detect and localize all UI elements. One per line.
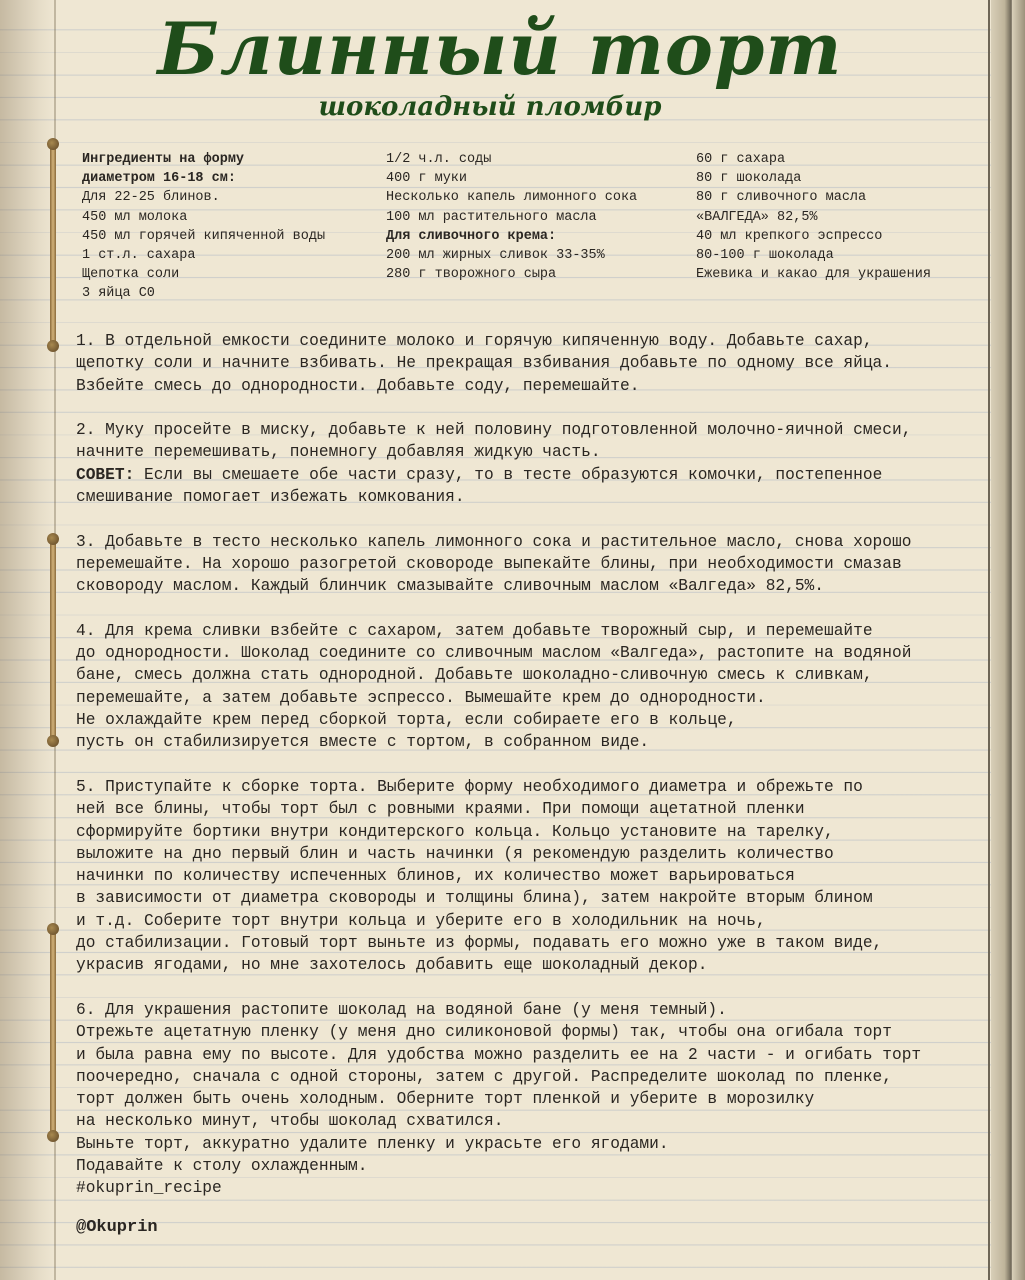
step-line: до однородности. Шоколад соедините со сливочным маслом «Валгеда», растопите на водяной — [76, 644, 912, 663]
ingredients-column-3 — [696, 150, 931, 284]
ingredient-line: 450 мл молока — [82, 209, 188, 225]
ingredient-line: Ингредиенты на форму — [82, 152, 245, 167]
step-line: 1. В отдельной емкости соедините молоко и горячую кипяченную воду. Добавьте сахар, — [76, 332, 873, 350]
binding-knot — [47, 533, 59, 545]
step-line: до стабилизации. Готовый торт выньте из формы, подавать его можно уже в таком виде, — [76, 934, 883, 953]
step-line: 6. Для украшения растопите шоколад на водяной бане (у меня темный). — [76, 1000, 727, 1019]
ingredient-line: 200 мл жирных сливок 33-35% — [386, 248, 605, 264]
tip-line: смешивание помогает избежать комкования. — [76, 488, 465, 507]
step-line: перемешайте, а затем добавьте эспрессо. Вымешайте крем до однородности. — [76, 688, 766, 707]
step-1 — [76, 330, 981, 397]
instructions — [76, 330, 981, 1222]
step-line: бане, смесь должна стать однородной. Добавьте шоколадно-сливочную смесь к сливкам, — [76, 666, 873, 685]
step-5 — [76, 776, 981, 977]
step-line: поочередно, сначала с одной стороны, затем с другой. Распределите шоколад по пленке, — [76, 1067, 892, 1086]
binding-string-middle — [50, 535, 56, 745]
ingredient-line: 80 г сливочного масла — [696, 190, 867, 206]
recipe-subtitle: шоколадный пломбир — [318, 92, 662, 122]
step-line: на несколько минут, чтобы шоколад схватился. — [76, 1112, 504, 1131]
page-binding-shadow — [0, 0, 56, 1280]
ingredient-line: 60 г сахара — [696, 152, 786, 167]
ingredient-line: 450 мл горячей кипяченной воды — [82, 228, 326, 244]
binding-string-bottom — [50, 925, 56, 1140]
ingredient-line: Для 22-25 блинов. — [82, 190, 220, 206]
ingredient-line: 80-100 г шоколада — [696, 248, 834, 264]
step-line: 4. Для крема сливки взбейте с сахаром, затем добавьте творожный сыр, и перемешайте — [76, 621, 873, 640]
author-handle: @Okuprin — [76, 1218, 158, 1237]
step-line: Подавайте к столу охлажденным. — [76, 1156, 368, 1175]
tip-line — [76, 464, 981, 486]
step-line: 3. Добавьте в тесто несколько капель лимонного сока и растительное масло, снова хорошо — [76, 532, 912, 551]
ingredient-line: 280 г творожного сыра — [386, 267, 557, 283]
binding-knot — [47, 923, 59, 935]
step-line: 2. Муку просейте в миску, добавьте к ней половину подготовленной молочно-яичной смеси, — [76, 421, 912, 440]
ingredient-line: «ВАЛГЕДА» 82,5% — [696, 209, 818, 225]
step-line: и т.д. Соберите торт внутри кольца и уберите его в холодильник на ночь, — [76, 911, 766, 930]
step-line: щепотку соли и начните взбивать. Не прекращая взбивания добавьте по одному все яйца. — [76, 354, 892, 373]
step-line: украсив ягодами, но мне захотелось добавить еще шоколадный декор. — [76, 956, 708, 975]
step-line: ней все блины, чтобы торт был с ровными краями. При помощи ацетатной пленки — [76, 800, 805, 819]
step-line: и была равна ему по высоте. Для удобства можно разделить ее на 2 части - и огибать торт — [76, 1045, 922, 1064]
step-line: Выньте торт, аккуратно удалите пленку и украсьте его ягодами. — [76, 1134, 669, 1153]
step-line: 5. Приступайте к сборке торта. Выберите форму необходимого диаметра и обрежьте по — [76, 777, 863, 796]
step-2 — [76, 419, 981, 508]
step-line: начните перемешивать, понемногу добавляя жидкую часть. — [76, 443, 601, 462]
binding-knot — [47, 1130, 59, 1142]
ingredient-line: 100 мл растительного масла — [386, 209, 597, 225]
step-6 — [76, 999, 981, 1200]
ingredients-column-1 — [82, 150, 325, 304]
step-line: Отрежьте ацетатную пленку (у меня дно силиконовой формы) так, чтобы она огибала торт — [76, 1023, 892, 1042]
step-line: торт должен быть очень холодным. Оберните торт пленкой и уберите в морозилку — [76, 1090, 815, 1109]
step-line: сформируйте бортики внутри кондитерского кольца. Кольцо установите на тарелку, — [76, 822, 834, 841]
binding-knot — [47, 735, 59, 747]
step-line: пусть он стабилизируется вместе с тортом, в собранном виде. — [76, 733, 650, 752]
step-line: в зависимости от диаметра сковороды и толщины блина), затем накройте вторым блином — [76, 889, 873, 908]
recipe-title: Блинный торт — [157, 6, 843, 91]
tip-text: Если вы смешаете обе части сразу, то в тесте образуются комочки, постепенное — [134, 465, 883, 484]
ingredient-line: 80 г шоколада — [696, 171, 802, 187]
binding-knot — [47, 340, 59, 352]
page-right-border — [988, 0, 990, 1280]
ingredient-line: 3 яйца С0 — [82, 286, 155, 302]
binding-string-top — [50, 140, 56, 350]
ingredient-line: 400 г муки — [386, 171, 468, 187]
tip-label: СОВЕТ: — [76, 465, 135, 484]
step-line: сковороду маслом. Каждый блинчик смазывайте сливочным маслом «Валгеда» 82,5%. — [76, 577, 824, 596]
ingredient-line: 1/2 ч.л. соды — [386, 152, 492, 167]
binding-knot — [47, 138, 59, 150]
step-line: выложите на дно первый блин и часть начинки (я рекомендую разделить количество — [76, 844, 834, 863]
ingredient-line: Ежевика и какао для украшения — [696, 267, 931, 283]
step-3 — [76, 531, 981, 598]
ingredient-line: Щепотка соли — [82, 267, 180, 283]
ingredient-line: 1 ст.л. сахара — [82, 248, 196, 264]
ingredient-line: Несколько капель лимонного сока — [386, 190, 638, 206]
ingredient-line: Для сливочного крема: — [386, 228, 557, 244]
step-4 — [76, 620, 981, 754]
step-line: перемешайте. На хорошо разогретой сковороде выпекайте блины, при необходимости смазав — [76, 554, 902, 573]
ingredient-line: диаметром 16-18 см: — [82, 171, 236, 187]
step-line: #okuprin_recipe — [76, 1179, 222, 1198]
step-line: Взбейте смесь до однородности. Добавьте соду, перемешайте. — [76, 376, 640, 395]
ingredients-column-2 — [386, 150, 637, 284]
step-line: начинки по количеству испеченных блинов, их количество может варьироваться — [76, 867, 795, 886]
page-stack-edge — [991, 0, 1025, 1280]
ingredient-line: 40 мл крепкого эспрессо — [696, 228, 883, 244]
step-line: Не охлаждайте крем перед сборкой торта, если собираете его в кольце, — [76, 711, 737, 730]
